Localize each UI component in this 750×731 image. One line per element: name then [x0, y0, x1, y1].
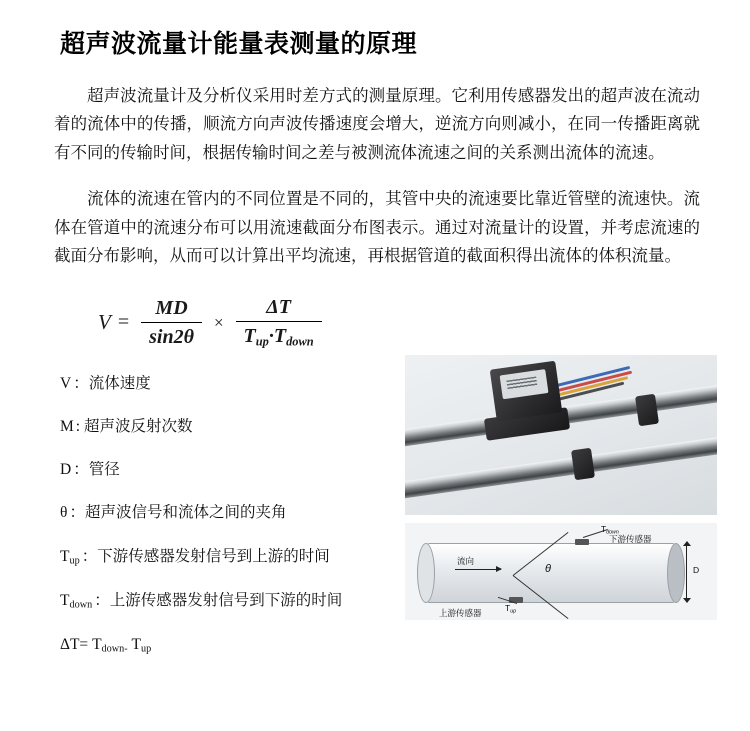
legend-symbol-subscript: up — [69, 555, 80, 567]
page-title: 超声波流量计能量表测量的原理 — [60, 30, 418, 58]
label-theta-angle: θ — [545, 563, 551, 575]
paragraph-1: 超声波流量计及分析仪采用时差方式的测量原理。它利用传感器发出的超声波在流动着的流体中的传播，顺流方向声波传播速度会增大，逆流方向则减小，在同一传播距离就有不同的传输时间，根据传输时间之差与被测流体流速之间的关系测出流体的流速。 — [54, 86, 700, 162]
photo-transducer-assembly — [405, 355, 717, 515]
t-up-subscript: up — [255, 334, 269, 349]
flow-direction-arrow — [455, 569, 501, 570]
legend-symbol-subscript: down — [69, 599, 93, 611]
fraction-1-numerator: MD — [155, 296, 188, 319]
t-down-subscript: down — [286, 334, 314, 349]
caption-upstream-sensor: 上游传感器 — [439, 608, 482, 618]
legend-symbol: θ — [60, 504, 68, 522]
figure-ultrasonic-flowmeter — [405, 355, 717, 620]
velocity-formula — [98, 296, 325, 349]
label-flow-direction: 流向 — [457, 556, 475, 566]
legend-item-delta-t — [60, 633, 712, 657]
formula-equals: = — [117, 311, 130, 334]
legend-symbol: V — [60, 374, 72, 392]
sensor-display-face — [500, 369, 549, 399]
fraction-2-numerator: ΔT — [266, 296, 291, 319]
t-up-symbol: T — [243, 325, 256, 348]
legend-text: ：管径 — [73, 461, 120, 479]
pipe-clamp-1 — [635, 394, 659, 426]
legend-text-2: T — [131, 635, 141, 653]
pipe-clamp-2 — [571, 448, 595, 480]
legend-text: ：上游传感器发射信号到下游的时间 — [94, 591, 343, 609]
diagram-measurement-principle — [405, 523, 717, 620]
fraction-2-denominator — [236, 321, 322, 349]
legend-text: ：超声波信号和流体之间的夹角 — [69, 504, 287, 522]
label-t-up — [505, 603, 516, 614]
formula-fraction-2 — [236, 296, 322, 349]
pipe-cross-section — [425, 543, 677, 603]
label-t-up-subscript: up — [510, 608, 517, 615]
label-t-down-symbol: T — [601, 524, 607, 534]
denominator-dot: · — [268, 325, 274, 348]
pipe-lower — [405, 435, 717, 499]
legend-symbol: M — [60, 417, 74, 435]
formula-multiply: × — [213, 312, 224, 332]
downstream-sensor-marker — [575, 539, 589, 545]
t-down-symbol: T — [273, 325, 287, 348]
legend-symbol: ΔT= — [60, 635, 89, 653]
formula-fraction-1 — [141, 297, 202, 349]
formula-lhs: V — [98, 310, 111, 335]
legend-symbol: D — [60, 461, 72, 479]
legend-text: T — [92, 635, 102, 653]
sensor-module — [490, 361, 563, 422]
fraction-1-denominator: sin2θ — [141, 322, 202, 349]
diameter-dimension-line — [686, 545, 687, 599]
label-t-down-subscript: down — [606, 529, 619, 536]
legend-text-subscript: down- — [101, 643, 128, 655]
legend-symbol: T — [60, 591, 70, 609]
label-t-up-symbol: T — [505, 603, 511, 613]
legend-text-2-subscript: up — [141, 643, 152, 655]
legend-text: ：下游传感器发射信号到上游的时间 — [81, 547, 330, 565]
paragraph-2: 流体的流速在管内的不同位置是不同的，其管中央的流速要比靠近管壁的流速快。流体在管道中的流速分布可以用流速截面分布图表示。通过对流量计的设置，并考虑流速的截面分布影响，从而可以计算出平均流速，再根据管道的截面积得出流体的体积流量。 — [54, 189, 700, 265]
legend-text: : 超声波反射次数 — [75, 417, 193, 435]
formula-block — [98, 296, 712, 349]
pipe-end-left — [417, 543, 435, 603]
pipe-end-right — [667, 543, 685, 603]
legend-text: ：流体速度 — [73, 374, 151, 392]
caption-downstream-sensor: 下游传感器 — [609, 534, 652, 544]
legend-symbol: T — [60, 547, 70, 565]
label-diameter: D — [693, 565, 700, 575]
